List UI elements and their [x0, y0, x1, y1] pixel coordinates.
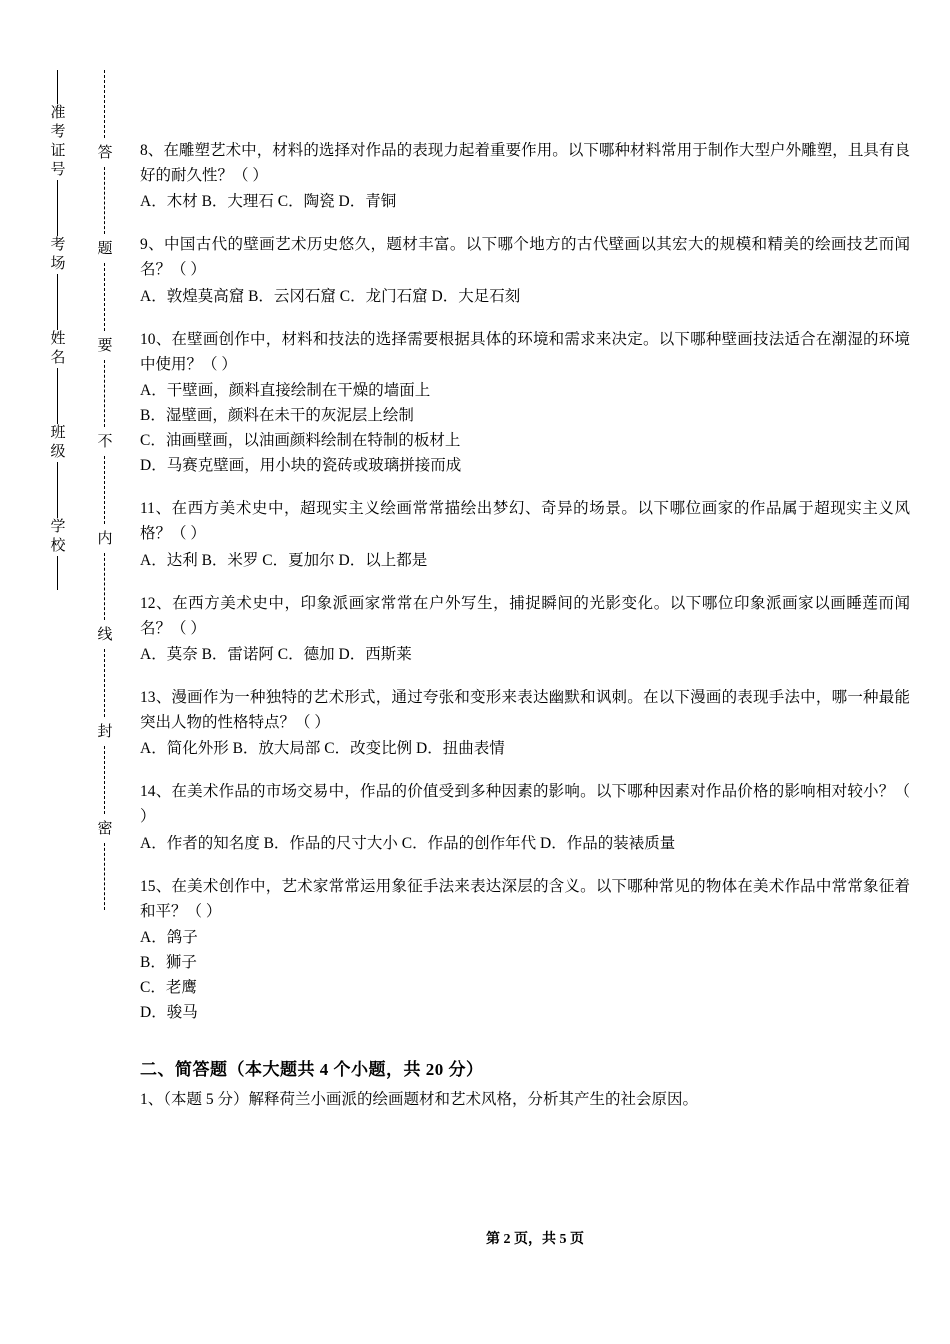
seal-word-6: 封	[95, 722, 112, 740]
page-footer	[140, 1228, 930, 1248]
question-options	[140, 548, 910, 573]
question-stem: 9、中国古代的壁画艺术历史悠久，题材丰富。以下哪个地方的古代壁画以其宏大的规模和精美的绘画技艺而闻名？（ ）	[140, 236, 910, 279]
question-stem: 14、在美术作品的市场交易中，作品的价值受到多种因素的影响。以下哪种因素对作品价格的影响相对较小？（ ）	[140, 783, 910, 826]
question-list	[140, 138, 910, 1112]
question-stem: 13、漫画作为一种独特的艺术形式，通过夸张和变形来表达幽默和讽刺。在以下漫画的表现手法中，哪一种最能突出人物的性格特点？（ ）	[140, 688, 910, 732]
option-line: A．木材 B．大理石 C．陶瓷 D．青铜	[140, 193, 397, 211]
question-options	[140, 831, 910, 856]
seal-field-name: 姓名	[48, 330, 65, 368]
seal-word-7: 密	[95, 819, 112, 837]
seal-word-2: 要	[95, 336, 112, 354]
option-line: A．莫奈 B．雷诺阿 C．德加 D．西斯莱	[140, 645, 412, 663]
exam-page	[140, 0, 930, 1344]
section-heading: 二、简答题（本大题共 4 个小题，共 20 分）	[140, 1060, 484, 1080]
question-item	[140, 591, 910, 667]
seal-word-3: 不	[95, 433, 112, 451]
option-line: A．达利 B．米罗 C．夏加尔 D．以上都是	[140, 551, 428, 569]
option-line: A．干壁画，颜料直接绘制在干燥的墙面上	[140, 381, 431, 399]
question-options	[140, 189, 910, 214]
seal-word-5: 线	[95, 626, 112, 644]
seal-field-school: 学校	[48, 518, 65, 556]
question-item	[140, 327, 910, 479]
seal-field-exam-room: 考场	[48, 236, 65, 274]
question-options	[140, 284, 910, 309]
question-options	[140, 378, 910, 478]
section-question-1: 1、（本题 5 分）解释荷兰小画派的绘画题材和艺术风格，分析其产生的社会原因。	[140, 1091, 699, 1109]
option-line: A．简化外形 B．放大局部 C．改变比例 D．扭曲表情	[140, 740, 505, 758]
seal-word-1: 题	[95, 240, 112, 258]
option-line: D．骏马	[140, 1004, 198, 1022]
seal-word-0: 答	[95, 143, 112, 161]
seal-dashed-column	[84, 70, 124, 910]
option-line: B．狮子	[140, 953, 197, 971]
question-stem: 10、在壁画创作中，材料和技法的选择需要根据具体的环境和需求来决定。以下哪种壁画技法适合在潮湿的环境中使用？（ ）	[140, 330, 910, 373]
question-stem: 11、在西方美术史中，超现实主义绘画常常描绘出梦幻、奇异的场景。以下哪位画家的作品属于超现实主义风格？（ ）	[140, 500, 910, 543]
seal-word-4: 内	[95, 529, 112, 547]
seal-line-area	[0, 0, 130, 1344]
question-item	[140, 232, 910, 308]
question-item	[140, 779, 910, 855]
seal-field-exam-number: 准考证号	[48, 104, 65, 180]
question-stem: 15、在美术创作中，艺术家常常运用象征手法来表达深层的含义。以下哪种常见的物体在美术作品中常常象征着和平？（ ）	[140, 877, 910, 920]
option-line: C．油画壁画，以油画颜料绘制在特制的板材上	[140, 432, 461, 450]
option-line: A．作者的知名度 B．作品的尺寸大小 C．作品的创作年代 D．作品的装裱质量	[140, 834, 676, 852]
question-item	[140, 138, 910, 214]
option-line: A．鸽子	[140, 928, 198, 946]
question-options	[140, 642, 910, 667]
option-line: D．马赛克壁画，用小块的瓷砖或玻璃拼接而成	[140, 457, 462, 475]
option-line: C．老鹰	[140, 979, 197, 997]
seal-fields-column	[40, 70, 74, 910]
question-options	[140, 736, 910, 761]
question-item	[140, 685, 910, 761]
option-line: B．湿壁画，颜料在未干的灰泥层上绘制	[140, 406, 414, 424]
question-stem: 8、在雕塑艺术中，材料的选择对作品的表现力起着重要作用。以下哪种材料常用于制作大型户外雕塑，且具有良好的耐久性？（ ）	[140, 142, 910, 185]
question-stem: 12、在西方美术史中，印象派画家常常在户外写生，捕捉瞬间的光影变化。以下哪位印象派画家以画睡莲而闻名？（ ）	[140, 594, 910, 637]
question-options	[140, 925, 910, 1025]
option-line: A．敦煌莫高窟 B．云冈石窟 C．龙门石窟 D．大足石刻	[140, 287, 521, 305]
question-item	[140, 874, 910, 1026]
seal-field-class: 班级	[48, 424, 65, 462]
question-item	[140, 496, 910, 572]
page-number-label: 第 2 页，共 5 页	[486, 1232, 584, 1247]
